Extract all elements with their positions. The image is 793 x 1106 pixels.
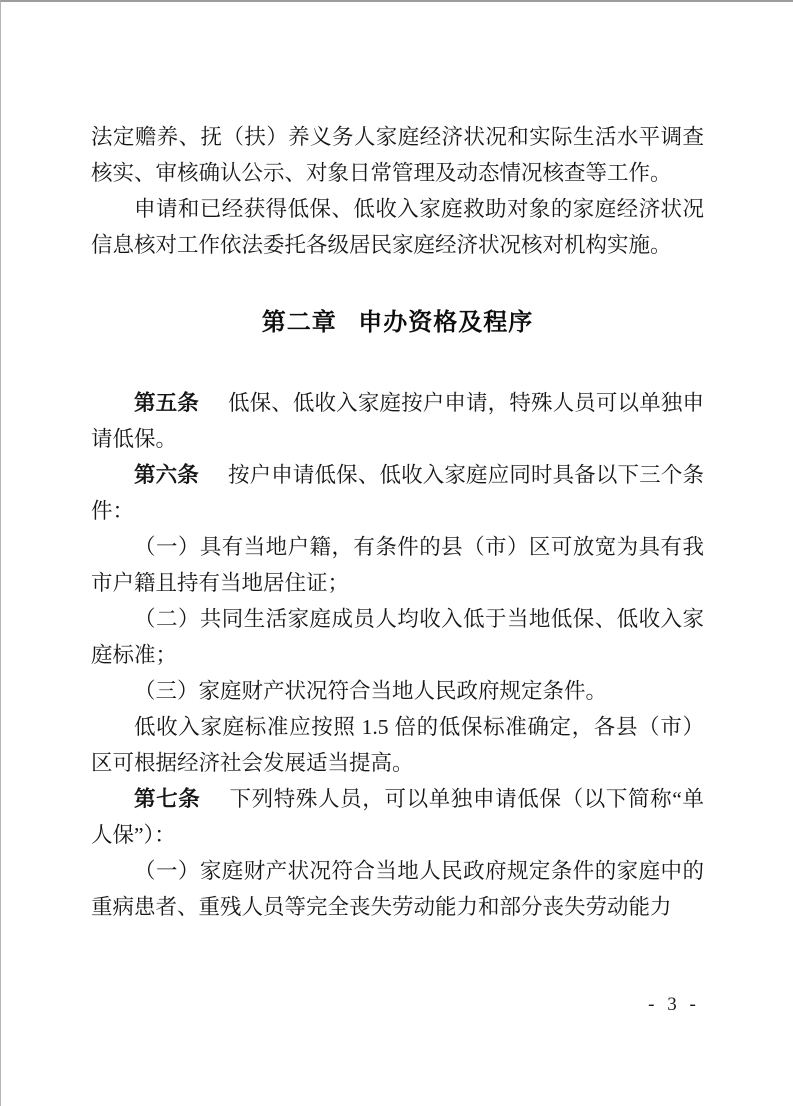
paragraph-continuation: 法定赡养、抚（扶）养义务人家庭经济状况和实际生活水平调查核实、审核确认公示、对象日常管理及动态情况核查等工作。 — [91, 125, 704, 185]
article-6-standard-note: 低收入家庭标准应按照 1.5 倍的低保标准确定，各县（市）区可根据经济社会发展适当提高。 — [91, 715, 704, 775]
page-number: - 3 - — [648, 994, 700, 1015]
article-5 — [91, 385, 704, 457]
article-6-item-2: （二）共同生活家庭成员人均收入低于当地低保、低收入家庭标准； — [91, 607, 704, 667]
article-6-item-1: （一）具有当地户籍，有条件的县（市）区可放宽为具有我市户籍且持有当地居住证； — [91, 535, 704, 595]
article-6 — [91, 457, 704, 529]
chapter-number: 第二章 — [261, 308, 337, 336]
article-7 — [91, 781, 704, 853]
article-5-label: 第五条 — [134, 391, 199, 415]
article-7-item-1: （一）家庭财产状况符合当地人民政府规定条件的家庭中的重病患者、重残人员等完全丧失劳动能力和部分丧失劳动能力 — [91, 859, 704, 919]
paragraph-verification: 申请和已经获得低保、低收入家庭救助对象的家庭经济状况信息核对工作依法委托各级居民家庭经济状况核对机构实施。 — [91, 197, 704, 257]
chapter-heading — [91, 304, 704, 340]
article-5-text: 低保、低收入家庭按户申请，特殊人员可以单独申请低保。 — [91, 391, 704, 451]
article-6-text: 按户申请低保、低收入家庭应同时具备以下三个条件： — [91, 463, 704, 523]
document-body — [91, 2, 704, 925]
article-6-item-3: （三）家庭财产状况符合当地人民政府规定条件。 — [134, 679, 608, 703]
article-7-label: 第七条 — [134, 787, 201, 811]
chapter-title: 申办资格及程序 — [358, 308, 534, 336]
article-6-label: 第六条 — [134, 463, 199, 487]
article-7-text: 下列特殊人员，可以单独申请低保（以下简称“单人保”）： — [91, 787, 704, 847]
